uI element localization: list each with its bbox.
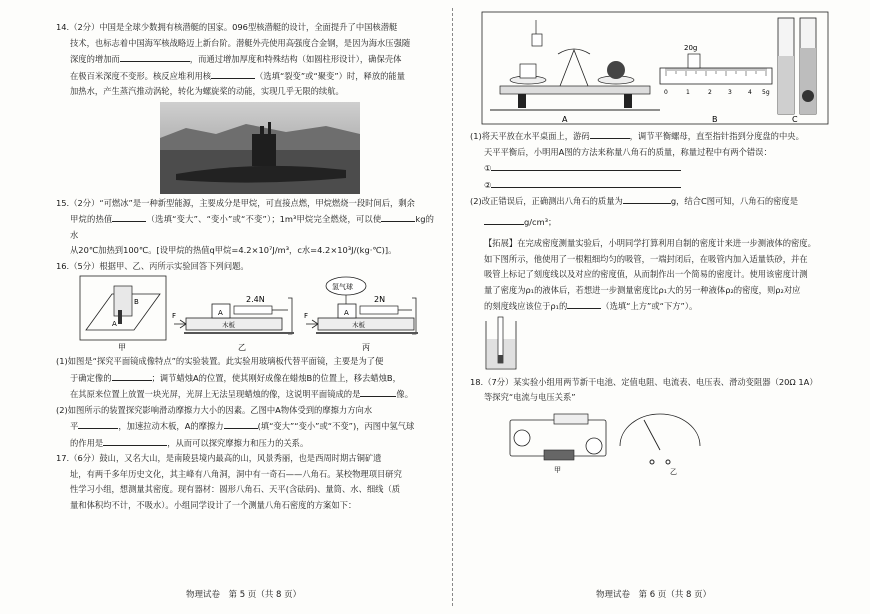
rider-mass-label: 20g xyxy=(684,44,698,52)
extension-line: 【拓展】在完成密度测量实验后，小明同学打算利用自制的密度计来进一步测液体的密度。 xyxy=(484,238,816,248)
fig-c-caption: C xyxy=(792,115,798,124)
q15-line: 15.（2分）“可燃冰”是一种新型能源，主要成分是甲烷，可直接点燃，甲烷燃烧一段时间后，剩余 xyxy=(56,197,415,208)
fig-bing-balloon-setup xyxy=(304,277,418,352)
ruler-tick-label: 3 xyxy=(728,89,732,96)
answer-blank[interactable] xyxy=(224,418,258,429)
fig18-meter xyxy=(620,414,700,476)
ruler-tick-label: 0 xyxy=(664,89,668,96)
answer-blank[interactable] xyxy=(484,214,524,225)
fig-bing-balloon-label: 氢气球 xyxy=(332,283,353,291)
q16-line: (1)如图是“探究平面镜成像特点”的实验装置。此实验用玻璃板代替平面镜，主要是为了便 xyxy=(56,356,384,366)
q18-line: 18.（7分）某实验小组用两节新干电池、定值电阻、电流表、电压表、滑动变阻器（20Ω 1A） xyxy=(470,376,818,387)
q14-line: 深度的增加而 ，而通过增加厚度和特殊结构（如圆柱形设计），确保壳体 xyxy=(56,51,434,68)
q16-figures xyxy=(56,274,434,354)
q17-line: 天平平衡后，小明用A图的方法来称量八角石的质量，称量过程中有两个错误： xyxy=(484,146,772,157)
fig-b-caption: B xyxy=(712,115,718,124)
q16-line: 的作用是 ，从而可以探究摩擦力和压力的关系。 xyxy=(56,435,434,452)
q17-line: (2)改正错误后，正确测出八角石的质量为 g，结合C图可知，八角石的密度是 xyxy=(470,193,842,210)
q17-line: 址，有两千多年历史文化，其主峰有八角洞，洞中有一奇石——八角石。某校物理项目研究 xyxy=(70,468,402,479)
fig-bing-force-label: 2N xyxy=(374,295,386,304)
fig18-circuit xyxy=(510,414,606,474)
fig-bing-label-a: A xyxy=(344,309,349,317)
q17-line: 量和体积均不计，不吸水）。小组同学设计了一个测量八角石密度的方案如下： xyxy=(70,499,357,510)
answer-blank[interactable] xyxy=(112,370,152,381)
q16-line: (2)如图所示的装置探究影响滑动摩擦力大小的因素。乙图中A物体受到的摩擦力方向水 xyxy=(56,404,373,415)
fig-yi-force-label: 2.4N xyxy=(246,295,265,304)
answer-blank[interactable] xyxy=(623,193,671,204)
q16-line: 平 ，加速拉动木板，A的摩擦力 (填“变大”“变小”或“不变”)，丙图中氢气球 xyxy=(56,418,434,435)
fig-b-ruler xyxy=(660,44,772,124)
fig18-yi-caption: 乙 xyxy=(670,467,677,476)
extension-line: 吸管上标记了刻度线以及对应的密度值，从而制作出一个简易的密度计。使用该密度计测 xyxy=(484,269,808,279)
q18-line: 等探究“电流与电压关系” xyxy=(484,392,576,402)
q14-line: 在极百米深度不变形。核反应堆利用核 （选填“裂变”或“聚变”）时，释放的能量 xyxy=(56,68,434,85)
q15-line: 甲烷的热值 （选填“变大”、“变小”或“不变”）；1m³甲烷完全燃烧，可以使 kg的水 xyxy=(56,211,434,243)
page-6-column xyxy=(470,10,842,580)
q17-line: (1)将天平放在水平桌面上，游码 ，调节平衡螺母，直至指针指到分度盘的中央。 xyxy=(470,128,842,145)
extension-line: 如下图所示，他使用了一根粗细均匀的吸管，一端封闭后，在吸管内加入适量铁砂，并在 xyxy=(484,253,808,264)
answer-blank[interactable] xyxy=(78,418,118,429)
answer-blank[interactable] xyxy=(211,68,255,79)
submarine-photo xyxy=(56,100,434,196)
q17-line: 17.（6分）鼓山，又名大山，是南陵县境内最高的山，风景秀丽，也是西周时期古铜矿遗 xyxy=(56,453,382,463)
page-divider xyxy=(452,8,454,606)
fig-jia-caption: 甲 xyxy=(118,343,126,352)
answer-blank[interactable] xyxy=(120,51,190,62)
ruler-tick-label: 2 xyxy=(708,89,712,96)
answer-blank[interactable] xyxy=(381,211,415,222)
q16-title: 16.（5分）根据甲、乙、丙所示实验回答下列问题。 xyxy=(56,260,249,271)
fig-a-caption: A xyxy=(562,115,568,124)
q17-line: 性学习小组，想测量其密度。现有器材：圆形八角石、天平(含砝码)、量筒、水、细线（质 xyxy=(70,484,401,494)
q16-line: 于确定像的 ；调节蜡烛A的位置，使其刚好成像在蜡烛B的位置上，移去蜡烛B， xyxy=(56,370,434,387)
answer-blank[interactable] xyxy=(103,435,167,446)
answer-blank[interactable] xyxy=(590,128,630,139)
fig-bing-label-f: F xyxy=(304,312,309,320)
page-5-footer: 物理试卷 第 5 页（共 8 页） xyxy=(186,590,302,600)
densimeter-beaker-figure xyxy=(470,315,842,375)
fig-yi-label-a: A xyxy=(218,309,223,317)
fig-c-cylinders xyxy=(778,18,816,124)
answer-blank[interactable] xyxy=(567,298,601,309)
q18-circuit-figure xyxy=(470,406,842,478)
extension-line: 量了密度为ρ₁的液体后，若想进一步测量密度比ρ₁大的另一种液体ρ₂的密度，则ρ₂对应 xyxy=(484,284,801,295)
q17-line: ② xyxy=(470,177,842,194)
page-5-column xyxy=(56,20,434,580)
q14-line: 技术，也标志着中国海军核战略迈上新台阶。潜艇外壳使用高强度合金钢，是因为海水压强随 xyxy=(70,37,411,48)
q15-line: 从20℃加热到100℃。[设甲烷的热值q甲烷=4.2×10⁷J/m³，c水=4.2×10³J/(kg·℃)]。 xyxy=(70,245,397,255)
ruler-tick-label: 4 xyxy=(748,89,752,96)
ruler-tick-label: 5g xyxy=(762,89,770,96)
q16-line: 在其原来位置上放置一块光屏，光屏上无法呈现蜡烛的像，这说明平面镜成的是 像。 xyxy=(56,386,434,403)
fig-bing-board: 木板 xyxy=(352,321,365,329)
q17-figure-balance-ruler-cylinder xyxy=(470,10,842,128)
answer-blank[interactable] xyxy=(491,177,681,188)
fig-jia-label-a: A xyxy=(112,320,117,328)
q14-line: 加热水，产生蒸汽推动涡轮，转化为螺旋桨的动能，实现几乎无限的续航。 xyxy=(70,86,344,96)
fig-jia-mirror-setup xyxy=(80,276,166,352)
page-6-footer: 物理试卷 第 6 页（共 8 页） xyxy=(596,590,712,600)
answer-blank[interactable] xyxy=(360,386,396,397)
fig-yi-caption: 乙 xyxy=(238,343,246,352)
answer-blank[interactable] xyxy=(491,160,681,171)
fig-yi-friction-setup xyxy=(172,295,294,352)
fig-bing-caption: 丙 xyxy=(362,343,370,352)
fig-yi-label-f: F xyxy=(172,312,177,320)
fig18-jia-caption: 甲 xyxy=(554,465,561,474)
fig-a-balance xyxy=(490,20,660,124)
q14-line: 14.（2分）中国是全球少数拥有核潜艇的国家。096型核潜艇的设计，全面提升了中国核潜艇 xyxy=(56,22,398,32)
ruler-tick-label: 1 xyxy=(686,89,690,96)
answer-blank[interactable] xyxy=(112,211,146,222)
q17-line: g/cm³； xyxy=(470,214,842,231)
q17-line: ① xyxy=(470,160,842,177)
fig-jia-label-b: B xyxy=(134,298,139,306)
fig-yi-board: 木板 xyxy=(222,321,235,329)
extension-line: 的刻度线应该位于ρ₁的 （选填“上方”或“下方”）。 xyxy=(470,298,842,315)
